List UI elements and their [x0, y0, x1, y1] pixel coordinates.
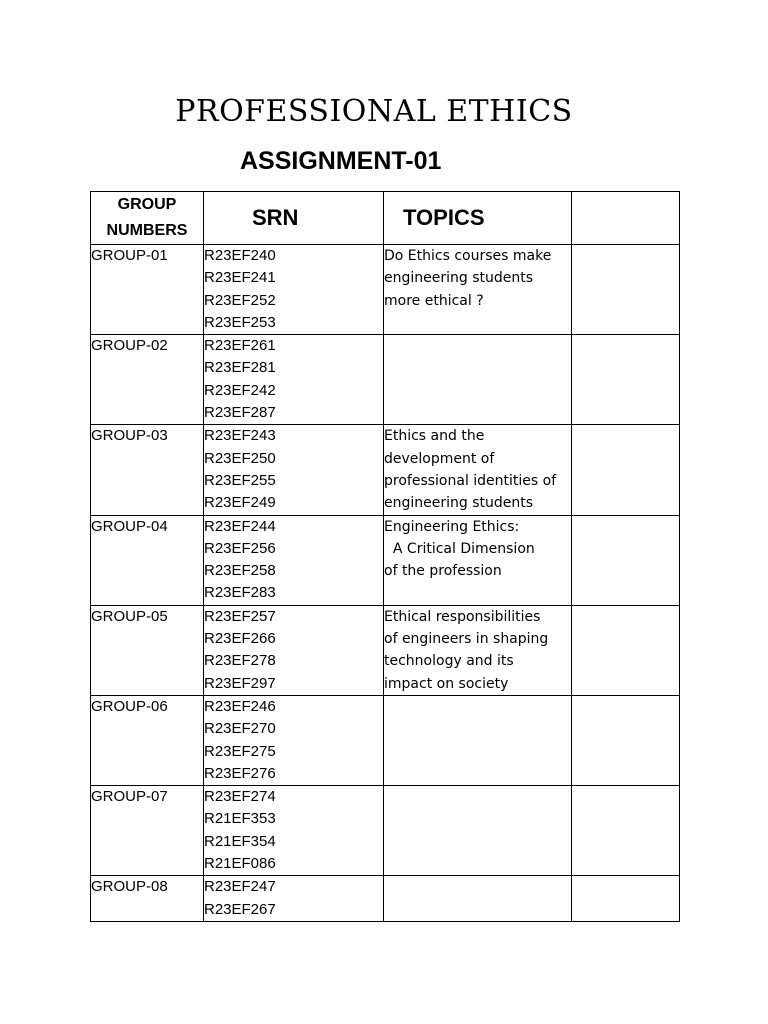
srn-value: R23EF242 [204, 381, 276, 399]
topic-line: technology and its [384, 653, 514, 670]
topic-cell [384, 245, 572, 335]
topic-line: Ethical responsibilities [384, 608, 541, 625]
table-row [91, 425, 680, 515]
table-body [91, 245, 680, 922]
extra-cell [572, 695, 680, 785]
topic-line: Ethics and the [384, 428, 485, 445]
table-row [91, 245, 680, 335]
srn-value: R23EF267 [204, 900, 276, 918]
header-extra [572, 192, 680, 245]
srn-value: R21EF086 [204, 855, 276, 873]
topic-line: Do Ethics courses make [384, 248, 552, 264]
srn-value: R23EF255 [204, 471, 276, 489]
srn-value: R23EF278 [204, 652, 276, 670]
srn-value: R21EF354 [204, 832, 276, 850]
extra-cell [572, 335, 680, 425]
srn-value: R23EF246 [204, 697, 276, 715]
extra-cell [572, 425, 680, 515]
table-row [91, 605, 680, 695]
srn-value: R23EF270 [204, 720, 276, 738]
topic-line: impact on society [384, 675, 509, 692]
srn-value: R23EF276 [204, 764, 276, 782]
srn-value: R23EF250 [204, 449, 276, 467]
srn-cell [204, 515, 384, 605]
table-row [91, 335, 680, 425]
srn-value: R23EF283 [204, 584, 276, 602]
topic-line: more ethical ? [384, 292, 484, 309]
srn-value: R23EF261 [204, 337, 276, 355]
srn-value: R23EF257 [204, 607, 276, 625]
topic-cell [384, 786, 572, 876]
srn-value: R23EF275 [204, 742, 276, 760]
assignment-subtitle: ASSIGNMENT-01 [240, 147, 442, 175]
srn-cell [204, 786, 384, 876]
group-number-cell: GROUP-08 [91, 876, 204, 922]
group-number-cell: GROUP-04 [91, 515, 204, 605]
document-title: PROFESSIONAL ETHICS [175, 94, 573, 129]
header-topics: TOPICS [384, 192, 572, 245]
srn-cell [204, 876, 384, 922]
srn-value: R23EF297 [204, 674, 276, 692]
srn-value: R23EF241 [204, 269, 276, 287]
topic-line: A Critical Dimension [384, 540, 535, 557]
topic-line: of the profession [384, 563, 502, 580]
extra-cell [572, 605, 680, 695]
table-header-row [91, 192, 680, 245]
topic-cell [384, 515, 572, 605]
table-row [91, 786, 680, 876]
srn-value: R23EF252 [204, 291, 276, 309]
topic-cell [384, 876, 572, 922]
table-row [91, 876, 680, 922]
group-number-cell: GROUP-06 [91, 695, 204, 785]
srn-value: R23EF240 [204, 247, 276, 264]
srn-value: R23EF247 [204, 878, 276, 896]
topic-line: of engineers in shaping [384, 631, 549, 648]
group-number-cell: GROUP-03 [91, 425, 204, 515]
srn-value: R23EF256 [204, 539, 276, 557]
extra-cell [572, 515, 680, 605]
topic-line: engineering students [384, 270, 534, 287]
group-number-cell: GROUP-07 [91, 786, 204, 876]
srn-cell [204, 425, 384, 515]
header-group-line2: NUMBERS [106, 222, 188, 239]
group-number-cell: GROUP-05 [91, 605, 204, 695]
srn-cell [204, 245, 384, 335]
srn-cell [204, 605, 384, 695]
header-group-line1: GROUP [117, 196, 177, 213]
srn-value: R21EF353 [204, 810, 276, 828]
extra-cell [572, 876, 680, 922]
srn-cell [204, 335, 384, 425]
topic-line: development of [384, 450, 495, 467]
extra-cell [572, 245, 680, 335]
srn-value: R23EF274 [204, 788, 276, 806]
table-row [91, 515, 680, 605]
srn-value: R23EF243 [204, 427, 276, 445]
topic-cell [384, 605, 572, 695]
topic-cell [384, 695, 572, 785]
extra-cell [572, 786, 680, 876]
header-srn: SRN [204, 192, 384, 245]
topic-line: engineering students [384, 495, 534, 512]
topic-line: Engineering Ethics: [384, 518, 520, 535]
srn-value: R23EF249 [204, 494, 276, 512]
topic-line: professional identities of [384, 472, 557, 489]
srn-value: R23EF287 [204, 404, 276, 422]
srn-value: R23EF258 [204, 562, 276, 580]
srn-cell [204, 695, 384, 785]
srn-value: R23EF253 [204, 313, 276, 331]
group-number-cell: GROUP-02 [91, 335, 204, 425]
topic-cell [384, 335, 572, 425]
srn-value: R23EF266 [204, 630, 276, 648]
topic-cell [384, 425, 572, 515]
srn-value: R23EF281 [204, 359, 276, 377]
groups-table [90, 191, 680, 922]
table-row [91, 695, 680, 785]
header-group-numbers [91, 192, 204, 245]
srn-value: R23EF244 [204, 517, 276, 535]
group-number-cell: GROUP-01 [91, 245, 204, 335]
